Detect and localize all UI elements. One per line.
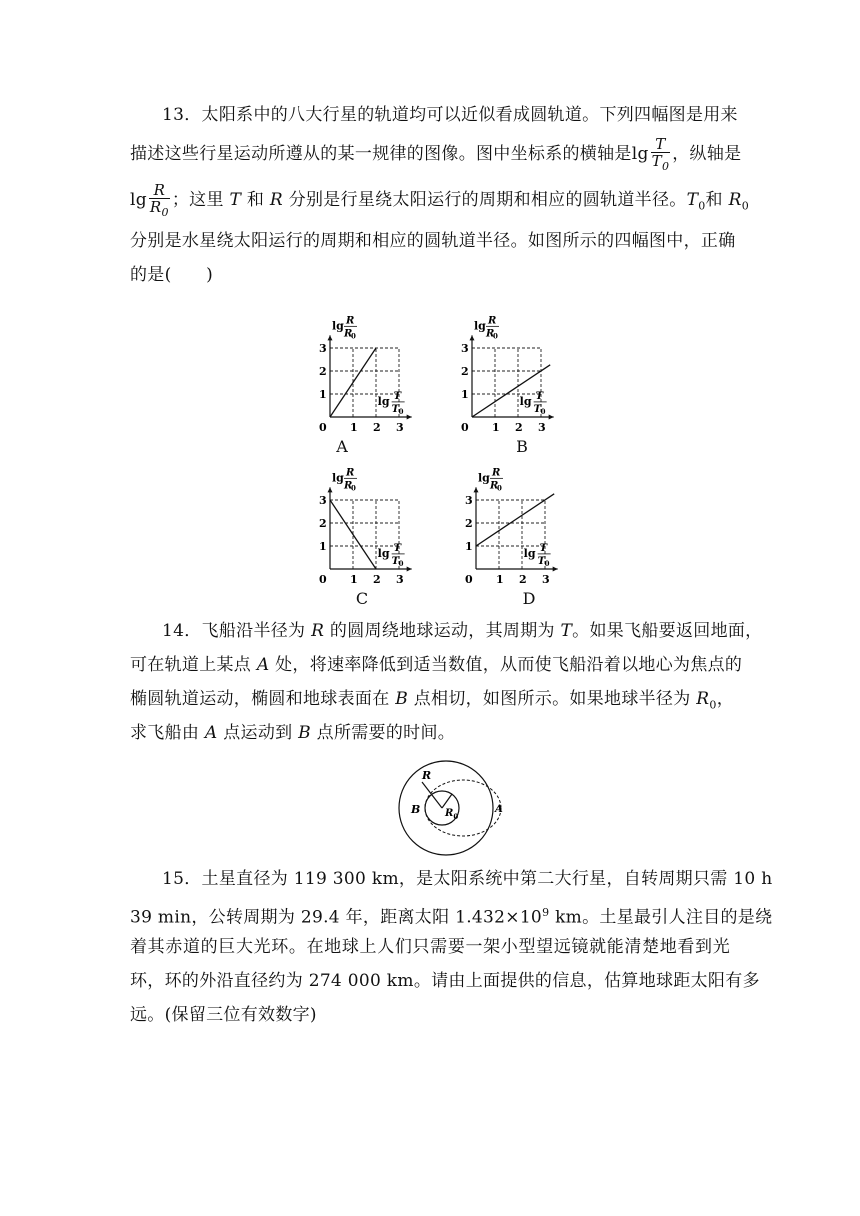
frac-den-t: T: [651, 152, 662, 170]
x-tick-label: 1: [350, 421, 358, 434]
x-axis-label-sub: 0: [544, 558, 550, 568]
y-tick-label: 3: [465, 494, 473, 507]
y-tick-label: 3: [319, 494, 327, 507]
q14-text-4c: 点所需要的时间。: [316, 723, 456, 743]
q15-line-1: [130, 862, 773, 896]
chart-d: [446, 462, 586, 586]
fraction-r-over-r0: [149, 183, 170, 218]
frac-den-t0: [651, 152, 671, 172]
origin-label: 0: [319, 421, 327, 434]
data-line: [476, 494, 554, 546]
y-tick-label: 3: [319, 342, 327, 355]
frac-den-r0: [149, 198, 170, 218]
y-axis-arrow: [470, 335, 475, 340]
q13-lg-2: lg: [130, 190, 147, 210]
ellipse-orbit: [425, 780, 501, 836]
var-a: A: [256, 655, 270, 675]
y-axis-label-num: R: [346, 467, 355, 479]
y-axis-label-sub: 0: [497, 483, 502, 493]
y-axis-label-lg: lg: [332, 471, 344, 485]
y-axis-label-sub: 0: [351, 483, 356, 493]
x-tick-label: 1: [350, 573, 358, 586]
label-r0: [444, 808, 458, 821]
chart-c: [300, 462, 440, 586]
q13-line-5: 的是( ): [130, 265, 214, 285]
sub-0: 0: [661, 160, 670, 173]
q14-text-4a: 求飞船由: [130, 723, 200, 743]
y-tick-label: 1: [319, 540, 327, 553]
x-axis-label-sub: 0: [398, 558, 404, 568]
sub-0: 0: [698, 199, 706, 213]
y-tick-label: 1: [465, 540, 473, 553]
q13-text-1: 太阳系中的八大行星的轨道均可以近似看成圆轨道。下列四幅图是用来: [201, 105, 738, 125]
var-r0: R: [728, 190, 742, 210]
q13-lg-1: lg: [631, 144, 649, 164]
var-t0: T: [686, 190, 699, 210]
x-tick-label: 3: [396, 421, 404, 434]
y-axis-label-lg: lg: [478, 471, 490, 485]
origin-label: 0: [461, 421, 469, 434]
x-axis-label-num: T: [539, 542, 548, 554]
x-axis-label-lg: lg: [377, 394, 390, 408]
var-r: R: [311, 621, 325, 641]
q13-text-2a: 描述这些行星运动所遵从的某一规律的图像。图中坐标系的横轴是: [130, 144, 632, 164]
x-tick-label: 3: [396, 573, 404, 586]
q14-text-3c: ，: [716, 689, 734, 709]
x-axis-label-num: T: [393, 542, 402, 554]
origin-label: 0: [465, 573, 473, 586]
y-axis-label-num: R: [492, 467, 501, 479]
q15-text-2b: km。土星最引人注目的是绕: [549, 907, 773, 928]
y-tick-label: 3: [461, 342, 469, 355]
chart-b: [442, 310, 582, 434]
q13-number: 13．: [162, 105, 202, 125]
q14-text-1a: 飞船沿半径为: [201, 621, 306, 641]
var-b: B: [298, 723, 311, 743]
x-axis-label-num: T: [393, 390, 402, 402]
x-axis-label-sub: 0: [540, 406, 546, 416]
var-b: B: [395, 689, 409, 709]
q14-text-3b: 点相切，如图所示。如果地球半径为: [413, 689, 691, 709]
x-axis-label-den: T: [537, 555, 546, 567]
q14-line-4: [130, 716, 730, 750]
q13-line-2: [130, 132, 742, 176]
sub-0: 0: [709, 698, 717, 712]
q14-text-4b: 点运动到: [223, 723, 293, 743]
q13-line-1: [130, 98, 738, 132]
q15-line-5: 远。(保留三位有效数字): [130, 1005, 317, 1025]
var-a: A: [204, 723, 218, 743]
label-b: B: [411, 803, 421, 816]
origin-label: 0: [319, 573, 327, 586]
chart-d-caption: D: [522, 589, 536, 608]
q14-number: 14．: [162, 621, 202, 641]
x-axis-arrow: [553, 567, 558, 572]
label-a: A: [495, 804, 503, 815]
y-tick-label: 2: [465, 517, 473, 530]
x-axis-label-sub: 0: [398, 406, 404, 416]
q14-text-2b: 处，将速率降低到适当数值，从而使飞船沿着以地心为焦点的: [275, 655, 743, 675]
orbit-diagram: [388, 758, 510, 862]
chart-svg-d: [446, 462, 586, 586]
label-r: R: [422, 769, 432, 782]
y-axis-label-num: R: [488, 315, 497, 327]
frac-num-r: R: [153, 181, 166, 199]
x-tick-label: 2: [519, 573, 527, 586]
var-t: T: [560, 621, 573, 641]
q15-text-1: 土星直径为 119 300 km，是太阳系统中第二大行星，自转周期只需 10 h: [201, 869, 773, 889]
x-tick-label: 2: [373, 573, 381, 586]
chart-c-caption: C: [355, 589, 369, 608]
y-axis-label-lg: lg: [474, 319, 486, 333]
q13-text-3e: 和: [705, 190, 723, 210]
sub-0: 0: [741, 199, 749, 213]
fraction-t-over-t0: [651, 137, 671, 172]
x-axis-arrow: [407, 415, 412, 420]
chart-a-caption: A: [336, 437, 348, 456]
question-15: [130, 862, 773, 1032]
q14-text-1c: 。如果飞船要返回地面，: [572, 621, 763, 641]
q15-line-2: [130, 896, 773, 930]
x-axis-label-lg: lg: [523, 546, 536, 560]
q13-text-2b: ，纵轴是: [672, 144, 742, 164]
x-axis-label-num: T: [535, 390, 544, 402]
orbit-svg: [388, 758, 510, 858]
y-axis-label-den: R: [344, 328, 353, 340]
x-tick-label: 2: [373, 421, 381, 434]
exponent-9: 9: [542, 906, 550, 919]
q13-line-3: [130, 176, 749, 224]
y-tick-label: 2: [319, 365, 327, 378]
y-axis-arrow: [328, 335, 333, 340]
y-tick-label: 1: [461, 388, 469, 401]
x-axis-label-den: T: [391, 403, 400, 415]
y-axis-label-den: R: [490, 480, 499, 492]
y-axis-label-num: R: [346, 315, 355, 327]
q15-text-2a: 39 min，公转周期为 29.4 年，距离太阳 1.432×10: [130, 907, 543, 928]
y-tick-label: 2: [461, 365, 469, 378]
chart-a: [300, 310, 440, 434]
q15-line-3: 着其赤道的巨大光环。在地球上人们只需要一架小型望远镜就能清楚地看到光: [130, 937, 730, 957]
sub-0: 0: [161, 206, 169, 219]
x-tick-label: 1: [496, 573, 504, 586]
q14-text-1b: 的圆周绕地球运动，其周期为: [329, 621, 555, 641]
x-tick-label: 3: [542, 573, 550, 586]
chart-b-caption: B: [516, 437, 528, 456]
x-axis-arrow: [407, 567, 412, 572]
label-r0-sub: 0: [453, 812, 459, 821]
q14-line-2: [130, 648, 743, 682]
chart-svg-a: [300, 310, 440, 434]
question-13: [130, 98, 749, 292]
frac-den-r: R: [149, 198, 162, 216]
q15-line-4: 环，环的外沿直径约为 274 000 km。请由上面提供的信息，估算地球距太阳有多: [130, 971, 760, 991]
label-r0-r: R: [445, 808, 454, 819]
q13-line-4: 分别是水星绕太阳运行的周期和相应的圆轨道半径。如图所示的四幅图中，正确: [130, 231, 736, 251]
q13-text-3d: 分别是行星绕太阳运行的周期和相应的圆轨道半径。: [288, 190, 687, 210]
y-axis-label-sub: 0: [493, 331, 498, 341]
q14-text-2a: 可在轨道上某点: [130, 655, 252, 675]
radius-r0-line: [442, 794, 452, 808]
var-t: T: [229, 190, 242, 210]
x-tick-label: 2: [515, 421, 523, 434]
frac-num-t: T: [655, 135, 666, 153]
y-tick-label: 2: [319, 517, 327, 530]
q15-number: 15．: [162, 869, 202, 889]
y-axis-label-den: R: [344, 480, 353, 492]
y-axis-arrow: [328, 487, 333, 492]
x-tick-label: 1: [492, 421, 500, 434]
q14-line-1: [130, 614, 763, 648]
x-tick-label: 3: [538, 421, 546, 434]
var-r0: R: [696, 689, 710, 709]
y-axis-arrow: [474, 487, 479, 492]
q14-text-3a: 椭圆轨道运动，椭圆和地球表面在: [130, 689, 390, 709]
q13-text-3c: 和: [246, 190, 265, 210]
x-axis-label-den: T: [391, 555, 400, 567]
chart-svg-c: [300, 462, 440, 586]
q14-line-3: [130, 682, 734, 716]
chart-svg-b: [442, 310, 582, 434]
var-r: R: [269, 190, 283, 210]
x-axis-label-lg: lg: [377, 546, 390, 560]
y-axis-label-den: R: [486, 328, 495, 340]
x-axis-arrow: [549, 415, 554, 420]
y-axis-label-sub: 0: [351, 331, 356, 341]
x-axis-label-den: T: [533, 403, 542, 415]
q13-text-3b: ；这里: [171, 190, 224, 210]
question-14: [130, 614, 763, 750]
x-axis-label-lg: lg: [519, 394, 532, 408]
y-tick-label: 1: [319, 388, 327, 401]
y-axis-label-lg: lg: [332, 319, 344, 333]
